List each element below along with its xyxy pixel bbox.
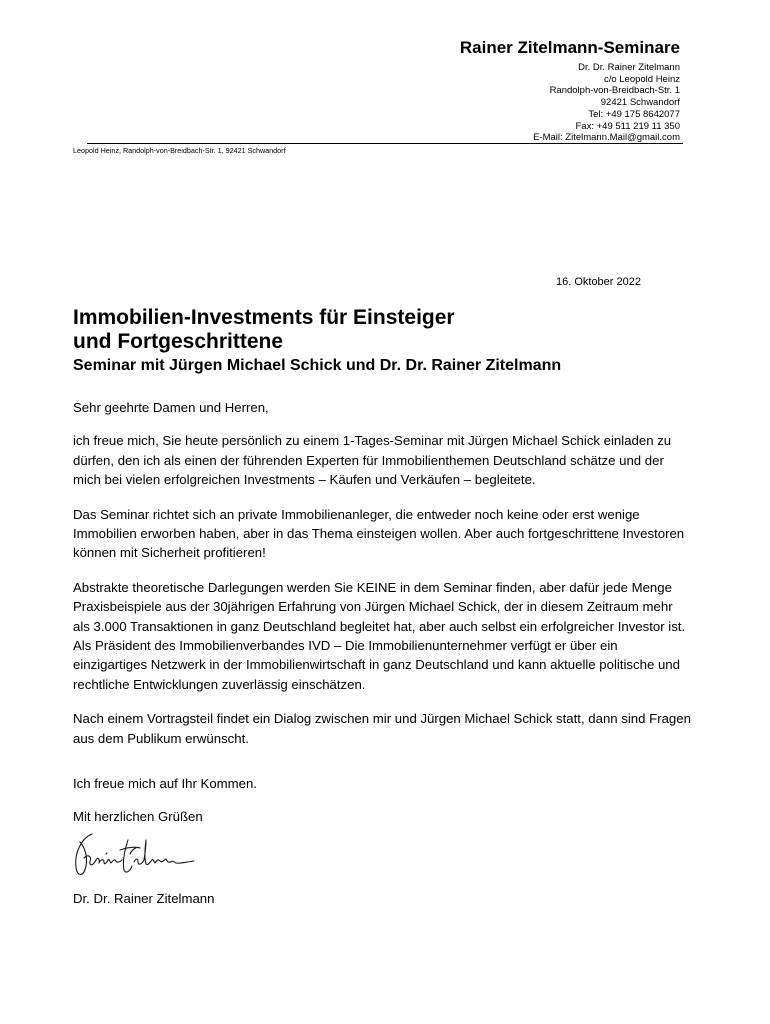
paragraph-audience: Das Seminar richtet sich an private Immobilienanleger, die entweder noch keine oder erst wenige Immobilien erworben haben, aber in das Thema einsteigen wollen. Aber auch fortgeschrittene Investoren können mit Sicherheit profitieren! (73, 506, 685, 561)
letter-title (73, 306, 455, 354)
closing-greeting: Mit herzlichen Grüßen (73, 809, 203, 824)
letterhead-care-of: c/o Leopold Heinz (603, 73, 680, 85)
title-line-1: Immobilien-Investments für Einsteiger (73, 306, 455, 329)
letterhead-contact-name: Dr. Dr. Rainer Zitelmann (578, 62, 680, 73)
letterhead-city: 92421 Schwandorf (600, 97, 680, 109)
organization-name: Rainer Zitelmann-Seminare (459, 38, 680, 57)
salutation: Sehr geehrte Damen und Herren, (73, 400, 269, 415)
paragraph-format: Nach einem Vortragsteil findet ein Dialog zwischen mir und Jürgen Michael Schick statt, dann sind Fragen aus dem Publikum erwünscht. (73, 711, 691, 746)
signer-name: Dr. Dr. Rainer Zitelmann (73, 891, 215, 906)
paragraph-invitation: ich freue mich, Sie heute persönlich zu einem 1-Tages-Seminar mit Jürgen Michael Schick einladen zu dürfen, den ich als einen der führenden Experten für Immobilienthemen Deutschland schätze und der mich bei vielen erfolgreichen Investments – Käufen und Verkäufen – begleitete. (73, 433, 672, 488)
title-line-2: und Fortgeschrittene (73, 330, 284, 353)
paragraph-content: Abstrakte theoretische Darlegungen werden Sie KEINE in dem Seminar finden, aber dafür jede Menge Praxisbeispiele aus der 30jährigen Erfahrung von Jürgen Michael Schick, der in diesem Zeitraum mehr als 3.000 Transaktionen in ganz Deutschland begleitet hat, aber auch selbst ein erfolgreicher Investor ist. Als Präsident des Immobilienverbandes IVD – Die Immobilienunternehmer verfügt er über ein einzigartiges Netzwerk in der Immobilienwirtschaft in ganz Deutschland und kann aktuelle politische und rechtliche Entwicklungen zuverlässig einschätzen. (73, 579, 686, 692)
letterhead (460, 38, 680, 144)
letterhead-street: Randolph-von-Breidbach-Str. 1 (549, 85, 680, 97)
letterhead-fax: Fax: +49 511 219 11 350 (575, 120, 680, 132)
sender-return-address: Leopold Heinz, Randolph-von-Breidbach-Str. 1, 92421 Schwandorf (73, 146, 286, 155)
letter-date: 16. Oktober 2022 (555, 276, 641, 288)
handwritten-signature (70, 826, 200, 884)
letter-subtitle: Seminar mit Jürgen Michael Schick und Dr. Dr. Rainer Zitelmann (73, 357, 562, 374)
letterhead-email: E-Mail: Zitelmann.Mail@gmail.com (533, 132, 680, 144)
closing-remark: Ich freue mich auf Ihr Kommen. (73, 776, 257, 791)
letter-body (73, 398, 693, 763)
header-divider (87, 143, 683, 144)
letterhead-phone: Tel: +49 175 8642077 (588, 108, 680, 120)
